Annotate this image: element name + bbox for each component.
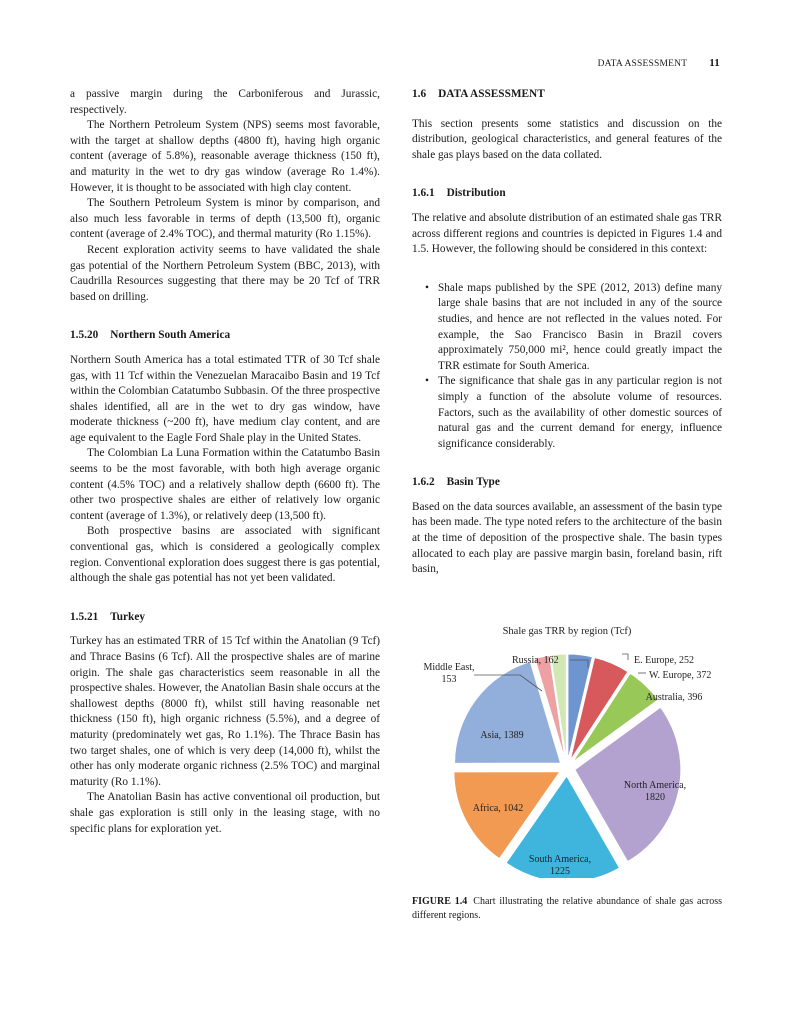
section-number: 1.5.21	[70, 610, 99, 623]
section-number: 1.5.20	[70, 329, 99, 342]
section-heading	[412, 186, 722, 202]
section-heading	[412, 475, 722, 491]
paragraph: This section presents some statistics and discussion on the distribution, geological characteristics, and general features of the shale gas plays based on the data collated.	[412, 117, 722, 161]
paragraph: Recent exploration activity seems to have validated the shale gas potential of the Northern Petroleum System (BBC, 2013), with Caudrilla Resources suggesting that there may be 20 Tcf of TRR based on drilling.	[70, 243, 380, 303]
section-number: 1.6.1	[412, 187, 435, 200]
section-number: 1.6.2	[412, 476, 435, 489]
paragraph: The Northern Petroleum System (NPS) seems most favorable, with the target at shallow depths (4800 ft), having high organic content (average of 5.8%), reasonable average thickness (150 ft), and maturity in the wet to dry gas window (average Ro 1.4%). However, it is thought to be associated with high clay content.	[70, 119, 380, 194]
paragraph: Both prospective basins are associated with significant conventional gas, which is considered a geologically complex region. Conventional exploration does suggest there is gas potential, although the shale gas potential has not yet been validated.	[70, 525, 380, 585]
pie-chart	[412, 618, 722, 878]
slice-label: Middle East, 153	[423, 662, 475, 685]
figure-label: FIGURE 1.4	[412, 896, 468, 907]
paragraph: The Colombian La Luna Formation within the Catatumbo Basin seems to be the most favorable, with both high average organic content (4.5% TOC) and a relatively shallow depth (6600 ft). The other two prospective shales are either of relatively low organic content (average of 1.3%), or relatively deep (13,500 ft).	[70, 447, 380, 522]
paragraph: Turkey has an estimated TRR of 15 Tcf within the Anatolian (9 Tcf) and Thrace Basins (6 Tcf). All the prospective shales are of marine origin. The shale gas characteristics seem reasonable in all the prospective shales. However, the Anatolian Basin shale occurs at the shallowest depths (8000 ft), whilst still having reasonable net thickness (150 ft), high organic richness (5.5%), and a degree of maturity (predominately wet gas, Ro 1.1%). The Thrace Basin has two target shales, one of which is very deep (14,000 ft), whilst the other has only moderate organic richness (2.5% TOC) and marginal maturity (Ro 1.1%).	[70, 635, 380, 788]
bullet-item: • The significance that shale gas in any particular region is not simply a function of the absolute volume of resources. Factors, such as the availability of other domestic sources of natural gas and the current demand for energy, influence significance considerably.	[438, 374, 722, 452]
slice-label: North America, 1820	[623, 780, 687, 803]
paragraph: The relative and absolute distribution of an estimated shale gas TRR across different regions and countries is depicted in Figures 1.4 and 1.5. However, the following should be considered in this context:	[412, 211, 722, 256]
running-header	[0, 57, 720, 69]
bullet-list	[412, 281, 722, 453]
figure-caption	[412, 895, 722, 922]
slice-label: Australia, 396	[645, 692, 703, 703]
slice-label: W. Europe, 372	[649, 670, 712, 681]
slice-label: South America, 1225	[528, 854, 592, 877]
paragraph: a passive margin during the Carboniferous and Jurassic, respectively.	[70, 88, 380, 116]
paragraph: Northern South America has a total estimated TTR of 30 Tcf shale gas, with 11 Tcf within the Venezuelan Maracaibo Basin and 19 Tcf within the Colombian Catatumbo Subbasin. Of the three prospective shales identified, all are in the wet to dry gas window, have moderate thickness (~200 ft), have medium clay content, and are age equivalent to the Eagle Ford Shale play in the United States.	[70, 353, 380, 444]
figure-1-4	[412, 618, 722, 878]
running-title: DATA ASSESSMENT	[597, 59, 688, 69]
section-title: Basin Type	[446, 476, 500, 489]
paragraph: The Anatolian Basin has active conventional oil production, but shale gas exploration is still only in the leasing stage, with no specific plans for exploration yet.	[70, 791, 380, 835]
slice-label: Africa, 1042	[472, 803, 524, 814]
label-leader-line	[622, 654, 628, 660]
paragraph: The Southern Petroleum System is minor by comparison, and also much less favorable in terms of depth (13,500 ft), organic content (average of 2.4% TOC), and thermal maturity (Ro 1.15%).	[70, 197, 380, 241]
right-column	[412, 87, 722, 578]
section-number: 1.6	[412, 88, 427, 100]
section-heading	[70, 610, 380, 626]
page-number: 11	[709, 57, 720, 69]
section-title: Turkey	[110, 610, 145, 623]
chart-title: Shale gas TRR by region (Tcf)	[502, 626, 632, 637]
slice-label: E. Europe, 252	[634, 655, 694, 666]
caption-text: Chart illustrating the relative abundance of shale gas across different regions.	[412, 896, 722, 921]
slice-label: Asia, 1389	[480, 730, 524, 741]
left-column	[70, 87, 380, 837]
bullet-item: • Shale maps published by the SPE (2012, 2013) define many large shale basins that are not included in any of the source studies, and hence are not reflected in the values noted. For example, the Sao Francisco Basin in Brazil covers approximately 750,000 mi², hence could greatly impact the TRR estimate for South America.	[438, 281, 722, 375]
section-heading	[70, 328, 380, 344]
section-heading	[412, 87, 722, 103]
section-title: DATA ASSESSMENT	[438, 88, 545, 100]
section-title: Distribution	[446, 187, 506, 200]
section-title: Northern South America	[110, 329, 231, 342]
slice-label: Russia, 162	[512, 655, 559, 666]
paragraph: Based on the data sources available, an assessment of the basin type has been made. The type noted refers to the architecture of the basin at the time of deposition of the prospective shale. The basin types allocated to each play are passive margin basin, foreland basin, rift basin,	[412, 500, 722, 576]
